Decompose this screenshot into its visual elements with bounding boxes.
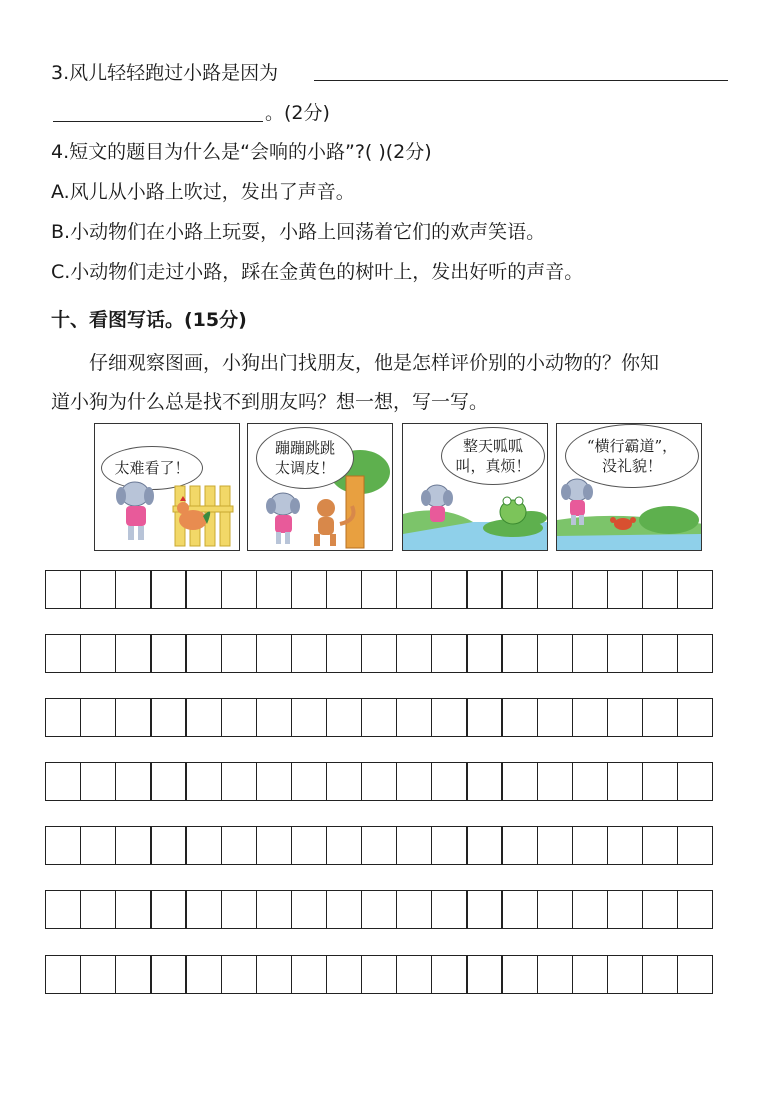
writing-cell[interactable]: [150, 955, 186, 994]
writing-cell[interactable]: [115, 955, 151, 994]
writing-cell[interactable]: [45, 570, 81, 609]
writing-cell[interactable]: [150, 762, 186, 801]
writing-cell[interactable]: [466, 570, 502, 609]
speech-bubble-2: [256, 427, 354, 489]
comic-strip: [94, 423, 730, 553]
grid-row: [45, 955, 712, 994]
writing-cell[interactable]: [677, 826, 713, 865]
writing-cell[interactable]: [291, 890, 327, 929]
writing-cell[interactable]: [256, 698, 292, 737]
grid-row: [45, 698, 712, 737]
writing-cell[interactable]: [572, 826, 608, 865]
writing-cell[interactable]: [537, 698, 573, 737]
writing-cell[interactable]: [361, 762, 397, 801]
writing-cell[interactable]: [221, 955, 257, 994]
writing-cell[interactable]: [45, 826, 81, 865]
grid-row: [45, 634, 712, 673]
writing-cell[interactable]: [537, 826, 573, 865]
writing-cell[interactable]: [466, 955, 502, 994]
writing-cell[interactable]: [291, 826, 327, 865]
writing-cell[interactable]: [396, 634, 432, 673]
writing-cell[interactable]: [501, 955, 537, 994]
writing-cell[interactable]: [642, 634, 678, 673]
writing-cell[interactable]: [221, 570, 257, 609]
writing-cell[interactable]: [642, 698, 678, 737]
writing-cell[interactable]: [537, 762, 573, 801]
writing-cell[interactable]: [396, 698, 432, 737]
writing-cell[interactable]: [80, 698, 116, 737]
question-4: 4.短文的题目为什么是“会响的小路”?( )(2分): [51, 141, 432, 163]
writing-cell[interactable]: [221, 634, 257, 673]
writing-cell[interactable]: [221, 826, 257, 865]
comic-panel-3: [402, 423, 548, 551]
speech-bubble-3: [441, 427, 545, 485]
writing-cell[interactable]: [326, 634, 362, 673]
writing-cell[interactable]: [431, 890, 467, 929]
writing-cell[interactable]: [677, 762, 713, 801]
writing-cell[interactable]: [501, 826, 537, 865]
writing-cell[interactable]: [361, 570, 397, 609]
writing-cell[interactable]: [466, 826, 502, 865]
writing-cell[interactable]: [466, 890, 502, 929]
option-a: A.风儿从小路上吹过，发出了声音。: [51, 181, 355, 203]
writing-cell[interactable]: [45, 890, 81, 929]
writing-cell[interactable]: [185, 698, 221, 737]
writing-cell[interactable]: [537, 890, 573, 929]
writing-cell[interactable]: [185, 955, 221, 994]
writing-cell[interactable]: [256, 826, 292, 865]
writing-cell[interactable]: [431, 955, 467, 994]
writing-cell[interactable]: [326, 890, 362, 929]
question-3-text: 3.风儿轻轻跑过小路是因为: [51, 62, 279, 84]
writing-cell[interactable]: [607, 890, 643, 929]
writing-cell[interactable]: [326, 762, 362, 801]
writing-cell[interactable]: [150, 570, 186, 609]
writing-cell[interactable]: [607, 826, 643, 865]
writing-cell[interactable]: [185, 890, 221, 929]
writing-cell[interactable]: [256, 762, 292, 801]
writing-cell[interactable]: [361, 634, 397, 673]
writing-cell[interactable]: [256, 890, 292, 929]
writing-cell[interactable]: [501, 698, 537, 737]
writing-cell[interactable]: [256, 955, 292, 994]
writing-cell[interactable]: [45, 698, 81, 737]
writing-cell[interactable]: [466, 762, 502, 801]
question-3-end: 。(2分): [265, 102, 330, 124]
grid-row: [45, 570, 712, 609]
writing-cell[interactable]: [256, 634, 292, 673]
writing-cell[interactable]: [45, 762, 81, 801]
writing-cell[interactable]: [326, 955, 362, 994]
writing-cell[interactable]: [256, 570, 292, 609]
writing-cell[interactable]: [185, 570, 221, 609]
writing-cell[interactable]: [361, 890, 397, 929]
writing-cell[interactable]: [642, 570, 678, 609]
writing-cell[interactable]: [431, 826, 467, 865]
writing-cell[interactable]: [677, 634, 713, 673]
writing-cell[interactable]: [396, 762, 432, 801]
writing-cell[interactable]: [115, 698, 151, 737]
speech-bubble-4: [565, 424, 699, 488]
writing-cell[interactable]: [326, 826, 362, 865]
writing-cell[interactable]: [45, 955, 81, 994]
grid-row: [45, 762, 712, 801]
writing-cell[interactable]: [361, 955, 397, 994]
bubble-text-3a: 整天呱呱: [462, 436, 523, 455]
question-3: [51, 58, 278, 85]
writing-cell[interactable]: [677, 570, 713, 609]
writing-cell[interactable]: [80, 955, 116, 994]
bubble-text-4b: 没礼貌！: [601, 457, 662, 475]
writing-cell[interactable]: [115, 634, 151, 673]
writing-cell[interactable]: [501, 762, 537, 801]
grid-row: [45, 826, 712, 865]
writing-cell[interactable]: [537, 570, 573, 609]
writing-cell[interactable]: [80, 762, 116, 801]
writing-cell[interactable]: [396, 890, 432, 929]
writing-cell[interactable]: [291, 955, 327, 994]
writing-cell[interactable]: [431, 570, 467, 609]
section-title: 十、看图写话。(15分): [51, 309, 247, 331]
writing-cell[interactable]: [291, 634, 327, 673]
writing-cell[interactable]: [150, 826, 186, 865]
writing-cell[interactable]: [466, 634, 502, 673]
bubble-text-4a: “横行霸道”，: [586, 436, 678, 455]
writing-cell[interactable]: [677, 955, 713, 994]
writing-cell[interactable]: [396, 570, 432, 609]
option-b: B.小动物们在小路上玩耍，小路上回荡着它们的欢声笑语。: [51, 221, 546, 243]
writing-cell[interactable]: [396, 826, 432, 865]
writing-cell[interactable]: [642, 955, 678, 994]
writing-cell[interactable]: [607, 955, 643, 994]
writing-cell[interactable]: [501, 890, 537, 929]
option-c: C.小动物们走过小路，踩在金黄色的树叶上，发出好听的声音。: [51, 261, 584, 283]
writing-cell[interactable]: [466, 698, 502, 737]
writing-cell[interactable]: [185, 634, 221, 673]
writing-cell[interactable]: [150, 890, 186, 929]
writing-cell[interactable]: [80, 634, 116, 673]
writing-cell[interactable]: [185, 826, 221, 865]
comic-panel-4: [556, 423, 702, 551]
comic-panel-1: [94, 423, 240, 551]
writing-cell[interactable]: [607, 762, 643, 801]
writing-cell[interactable]: [80, 826, 116, 865]
writing-cell[interactable]: [291, 762, 327, 801]
writing-cell[interactable]: [291, 698, 327, 737]
writing-cell[interactable]: [221, 762, 257, 801]
writing-cell[interactable]: [431, 634, 467, 673]
writing-cell[interactable]: [150, 634, 186, 673]
writing-cell[interactable]: [326, 570, 362, 609]
bubble-text-3b: 叫，真烦！: [455, 457, 531, 475]
bubble-text-2a: 蹦蹦跳跳: [274, 438, 335, 457]
writing-cell[interactable]: [291, 570, 327, 609]
writing-cell[interactable]: [642, 826, 678, 865]
writing-cell[interactable]: [607, 570, 643, 609]
bubble-text-2b: 太调皮！: [274, 459, 335, 477]
writing-cell[interactable]: [221, 698, 257, 737]
writing-cell[interactable]: [607, 634, 643, 673]
writing-cell[interactable]: [501, 634, 537, 673]
writing-cell[interactable]: [677, 890, 713, 929]
writing-cell[interactable]: [115, 570, 151, 609]
writing-cell[interactable]: [115, 826, 151, 865]
comic-panel-2: [247, 423, 393, 551]
writing-cell[interactable]: [501, 570, 537, 609]
writing-cell[interactable]: [115, 762, 151, 801]
writing-cell[interactable]: [677, 698, 713, 737]
writing-cell[interactable]: [572, 634, 608, 673]
writing-cell[interactable]: [185, 762, 221, 801]
writing-cell[interactable]: [642, 890, 678, 929]
writing-cell[interactable]: [572, 955, 608, 994]
prompt-line-2: 道小狗为什么总是找不到朋友吗？想一想，写一写。: [51, 391, 489, 413]
writing-cell[interactable]: [572, 698, 608, 737]
writing-cell[interactable]: [537, 955, 573, 994]
writing-cell[interactable]: [431, 762, 467, 801]
writing-cell[interactable]: [607, 698, 643, 737]
writing-cell[interactable]: [396, 955, 432, 994]
panel-1-illustration: [95, 424, 240, 551]
writing-cell[interactable]: [537, 634, 573, 673]
writing-cell[interactable]: [45, 634, 81, 673]
prompt-line-1: 仔细观察图画，小狗出门找朋友，他是怎样评价别的小动物的？你知: [89, 352, 660, 374]
writing-cell[interactable]: [361, 826, 397, 865]
answer-blank-3b[interactable]: [53, 121, 263, 122]
grid-row: [45, 890, 712, 929]
writing-cell[interactable]: [221, 890, 257, 929]
writing-cell[interactable]: [80, 570, 116, 609]
bubble-text-1: 太难看了！: [114, 458, 190, 477]
writing-cell[interactable]: [642, 762, 678, 801]
writing-cell[interactable]: [80, 890, 116, 929]
writing-cell[interactable]: [150, 698, 186, 737]
writing-cell[interactable]: [326, 698, 362, 737]
writing-cell[interactable]: [115, 890, 151, 929]
writing-cell[interactable]: [572, 570, 608, 609]
answer-blank-3a[interactable]: [314, 80, 728, 81]
writing-cell[interactable]: [431, 698, 467, 737]
writing-cell[interactable]: [361, 698, 397, 737]
writing-cell[interactable]: [572, 762, 608, 801]
writing-cell[interactable]: [572, 890, 608, 929]
